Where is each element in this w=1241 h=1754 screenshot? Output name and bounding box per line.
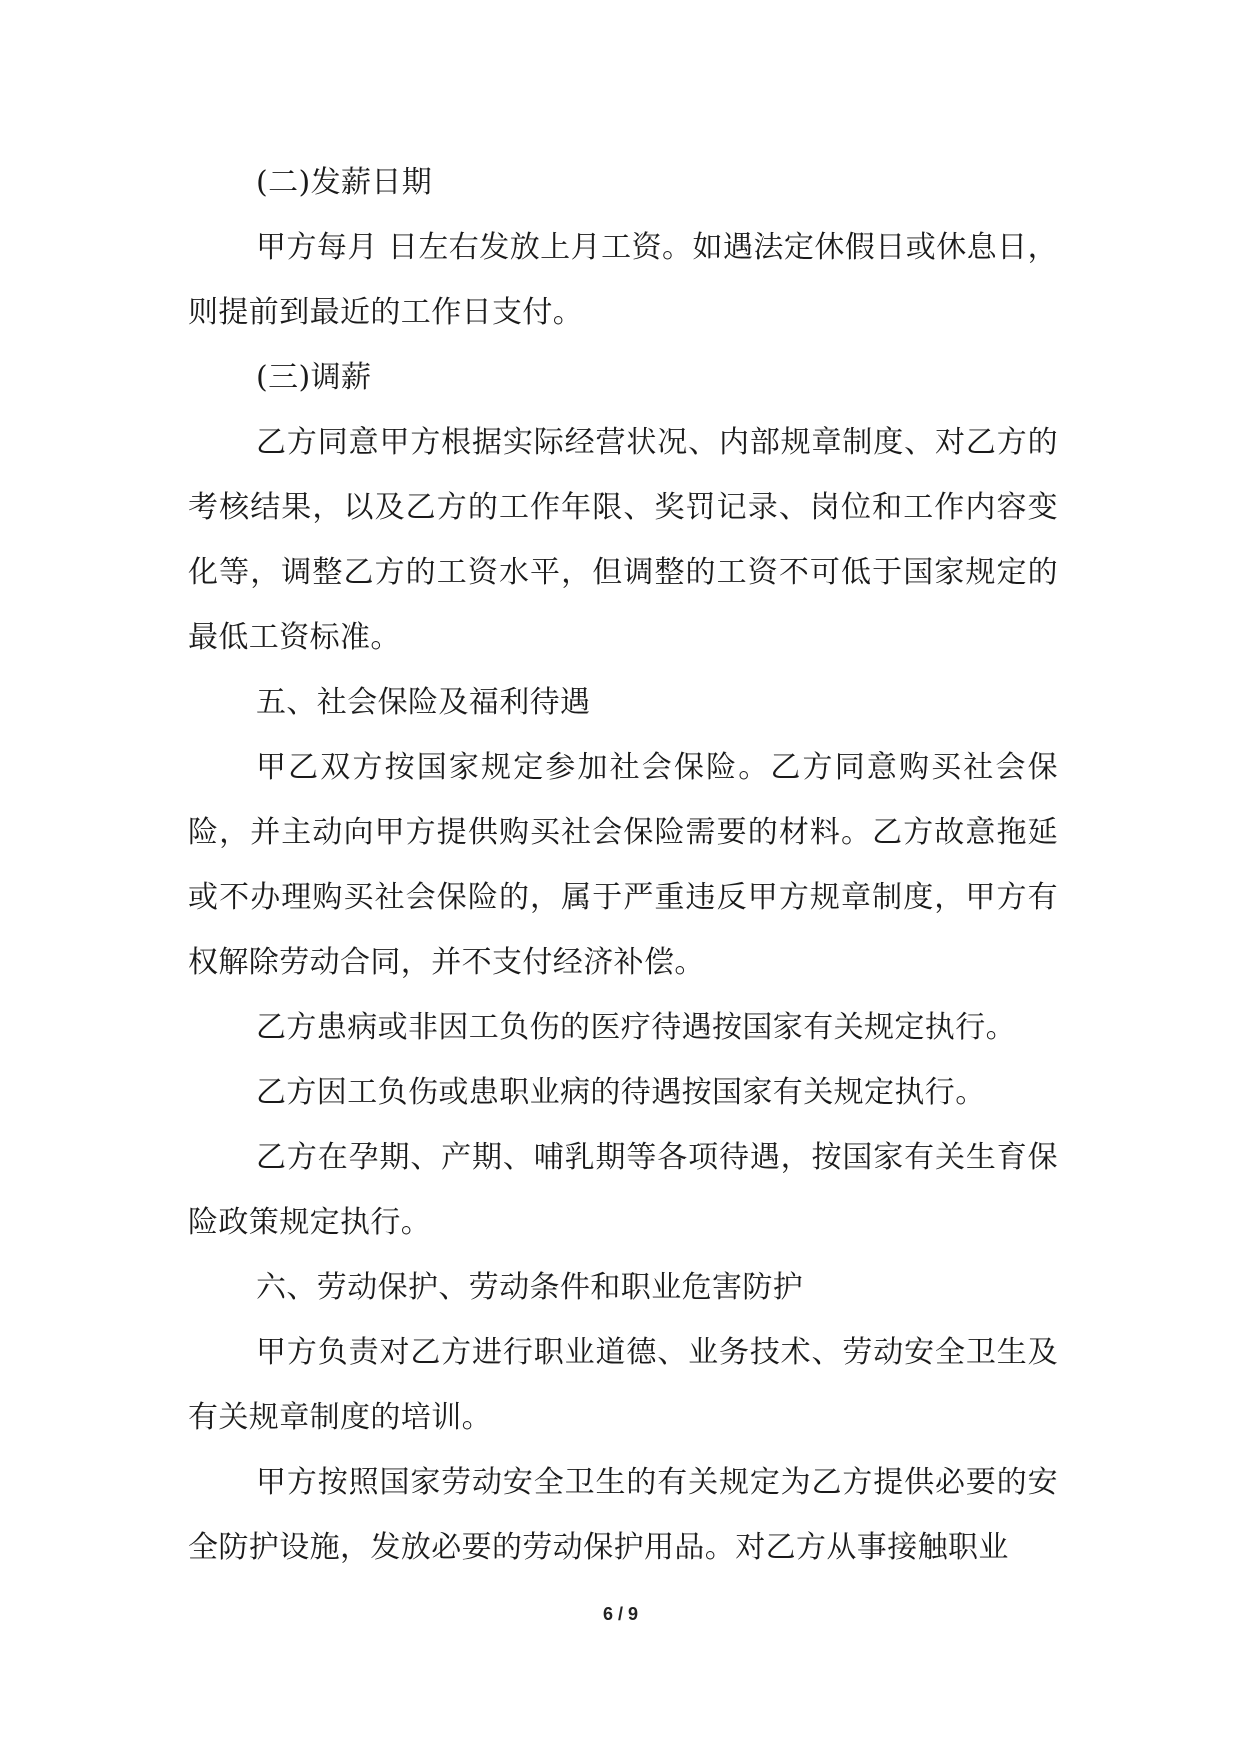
page-number: 6 / 9 (602, 1604, 639, 1624)
section-heading-labor-protection: 六、劳动保护、劳动条件和职业危害防护 (256, 1270, 804, 1305)
paragraph-salary-adjustment: 乙方同意甲方根据实际经营状况、内部规章制度、对乙方的考核结果，以及乙方的工作年限、奖罚记录、岗位和工作内容变化等，调整乙方的工资水平，但调整的工资不可低于国家规定的最低工资标准。 (188, 425, 1058, 655)
paragraph-training: 甲方负责对乙方进行职业道德、业务技术、劳动安全卫生及有关规章制度的培训。 (188, 1335, 1058, 1435)
document-page (188, 150, 1058, 1580)
paragraph-pay-date: 甲方每月 日左右发放上月工资。如遇法定休假日或休息日，则提前到最近的工作日支付。 (188, 230, 1058, 330)
section-heading-social-insurance: 五、社会保险及福利待遇 (256, 685, 591, 720)
paragraph-work-injury: 乙方因工负伤或患职业病的待遇按国家有关规定执行。 (256, 1075, 986, 1110)
paragraph-maternity: 乙方在孕期、产期、哺乳期等各项待遇，按国家有关生育保险政策规定执行。 (188, 1140, 1058, 1240)
paragraph-safety-facilities: 甲方按照国家劳动安全卫生的有关规定为乙方提供必要的安全防护设施，发放必要的劳动保护用品。对乙方从事接触职业 (188, 1465, 1058, 1565)
paragraph-medical-treatment: 乙方患病或非因工负伤的医疗待遇按国家有关规定执行。 (256, 1010, 1016, 1045)
paragraph-social-insurance: 甲乙双方按国家规定参加社会保险。乙方同意购买社会保险，并主动向甲方提供购买社会保险需要的材料。乙方故意拖延或不办理购买社会保险的，属于严重违反甲方规章制度，甲方有权解除劳动合同，并不支付经济补偿。 (188, 750, 1058, 980)
section-heading-salary-adjustment: (三)调薪 (256, 360, 372, 395)
section-heading-pay-date: (二)发薪日期 (256, 165, 433, 200)
